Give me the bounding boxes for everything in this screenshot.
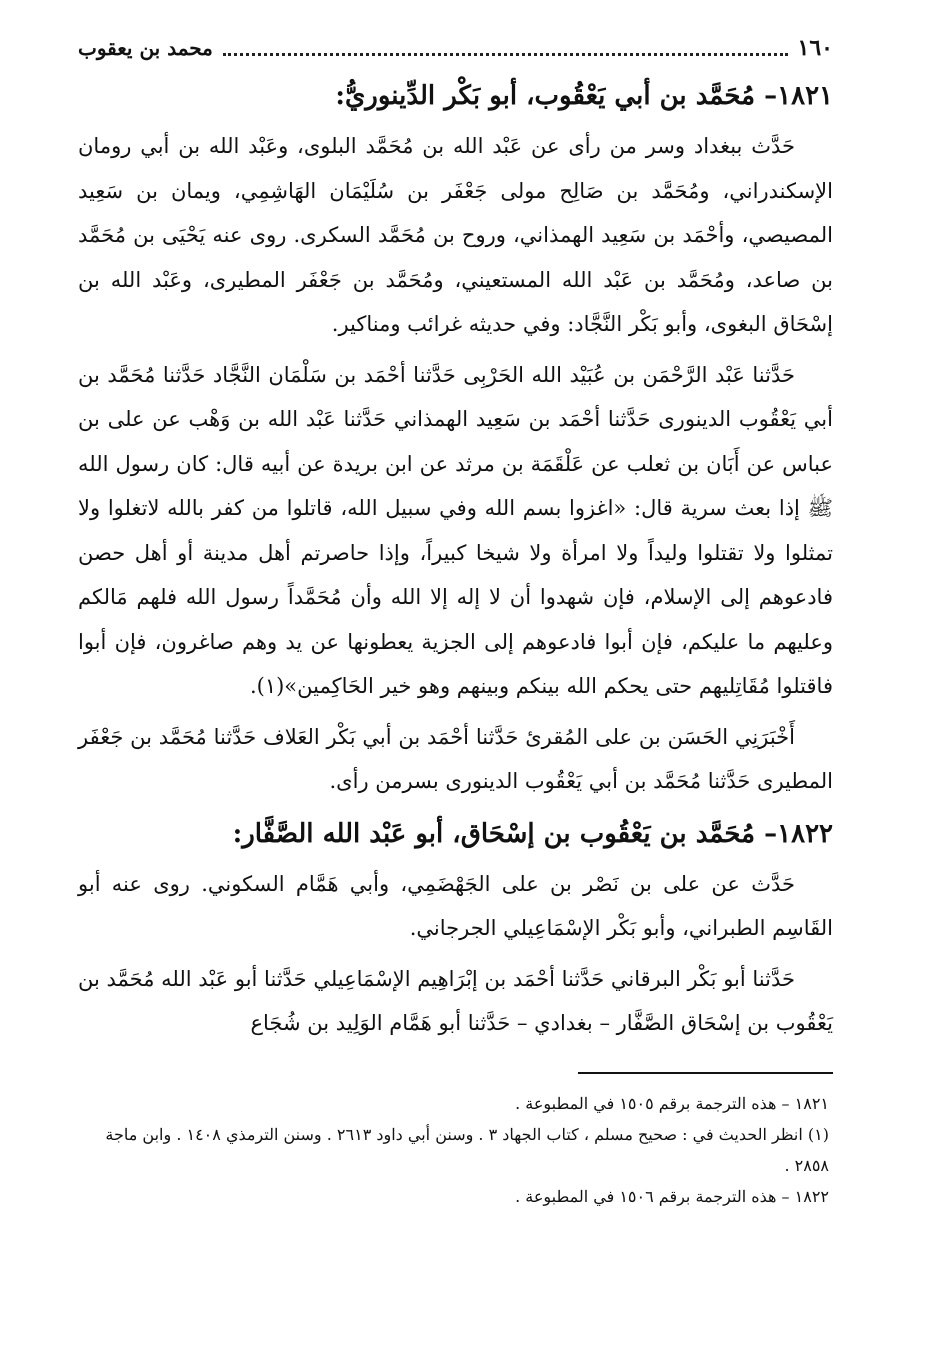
entry-1822: [78, 814, 833, 1046]
footnotes: [78, 1088, 833, 1212]
entry-paragraph: حَدَّث ببغداد وسر من رأى عن عَبْد الله بن مُحَمَّد البلوى، وعَبْد الله بن أبي رومان الإسكندراني، ومُحَمَّد بن صَالِح مولى جَعْفَر بن سُلَيْمَان الهَاشِمِي، ويمان بن سَعِيد المصيصي، وأحْمَد بن سَعِيد الهمذاني، وروح بن مُحَمَّد السكرى. روى عنه يَحْيَى بن مُحَمَّد بن صاعد، ومُحَمَّد بن عَبْد الله المستعيني، ومُحَمَّد بن جَعْفَر المطيرى، وعَبْد الله بن إسْحَاق البغوى، وأبو بَكْر النَّجَّاد: وفي حديثه غرائب ومناكير.: [78, 134, 833, 336]
header-dotted-leader: [223, 53, 788, 56]
running-title: محمد بن يعقوب: [78, 36, 213, 60]
footnote: ١٨٢١ – هذه الترجمة برقم ١٥٠٥ في المطبوعة .: [515, 1093, 829, 1113]
page-number: ١٦٠: [797, 35, 833, 61]
entry-heading: ١٨٢١– مُحَمَّد بن أبي يَعْقُوب، أبو بَكْر الدِّينوريُّ:: [335, 81, 833, 111]
entry-paragraph: حَدَّثنا أبو بَكْر البرقاني حَدَّثنا أحْمَد بن إبْرَاهِيم الإسْمَاعِيلي حَدَّثنا أبو عَبْد الله مُحَمَّد بن يَعْقُوب بن إسْحَاق الصَّفَّار – بغدادي – حَدَّثنا أبو هَمَّام الوَلِيد بن شُجَاع: [78, 966, 833, 1035]
book-page: [78, 30, 833, 1330]
entry-paragraph: حَدَّث عن على بن نَصْر بن على الجَهْضَمِي، وأبي هَمَّام السكوني. روى عنه أبو القَاسِم الطبراني، وأبو بَكْر الإسْمَاعِيلي الجرجاني.: [78, 871, 833, 940]
footnote: (١) انظر الحديث في : صحيح مسلم ، كتاب الجهاد ٣ . وسنن أبي داود ٢٦١٣ . وسنن الترمذي ١٤٠٨ . وابن ماجة ٢٨٥٨ .: [105, 1124, 829, 1175]
entry-heading: ١٨٢٢– مُحَمَّد بن يَعْقُوب بن إسْحَاق، أبو عَبْد الله الصَّفَّار:: [232, 818, 833, 849]
entry-paragraph: حَدَّثنا عَبْد الرَّحْمَن بن عُبَيْد الله الحَرْبِى حَدَّثنا أحْمَد بن سَلْمَان النَّجَّاد حَدَّثنا مُحَمَّد بن أبي يَعْقُوب الدينورى حَدَّثنا أحْمَد بن سَعِيد الهمذاني حَدَّثنا عَبْد الله بن وَهْب عن على بن عباس عن أَبَان بن ثعلب عن عَلْقَمَة بن مرثد عن ابن بريدة عن أبيه قال: كان رسول الله ﷺ إذا بعث سرية قال: «اغزوا بسم الله وفي سبيل الله، قاتلوا من كفر بالله لاتغلوا ولا تمثلوا ولا تقتلوا وليداً ولا امرأة ولا شيخا كبيراً، وإذا حاصرتم أهل مدينة أو أهل حصن فادعوهم إلى الإسلام، فإن شهدوا أن لا إله إلا الله وأن مُحَمَّداً رسول الله فلهم مَالكم وعليهم ما عليكم، فإن أبوا فادعوهم إلى الجزية يعطونها عن يد وهم صاغرون، فإن أبوا فاقتلوا مُقَاتِليهم حتى يحكم الله بينكم وبينهم وهو خير الحَاكِمين»(١).: [78, 362, 833, 698]
entry-paragraph: أَخْبَرَنِي الحَسَن بن على المُقرئ حَدَّثنا أحْمَد بن أبي بَكْر العَلاف حَدَّثنا مُحَمَّد بن جَعْفَر المطيرى حَدَّثنا مُحَمَّد بن أبي يَعْقُوب الدينورى بسرمن رأى.: [78, 724, 833, 793]
footnote: ١٨٢٢ – هذه الترجمة برقم ١٥٠٦ في المطبوعة .: [515, 1186, 829, 1206]
entry-1821: [78, 76, 833, 804]
page-header: [78, 30, 833, 66]
footnote-divider: [578, 1072, 833, 1074]
